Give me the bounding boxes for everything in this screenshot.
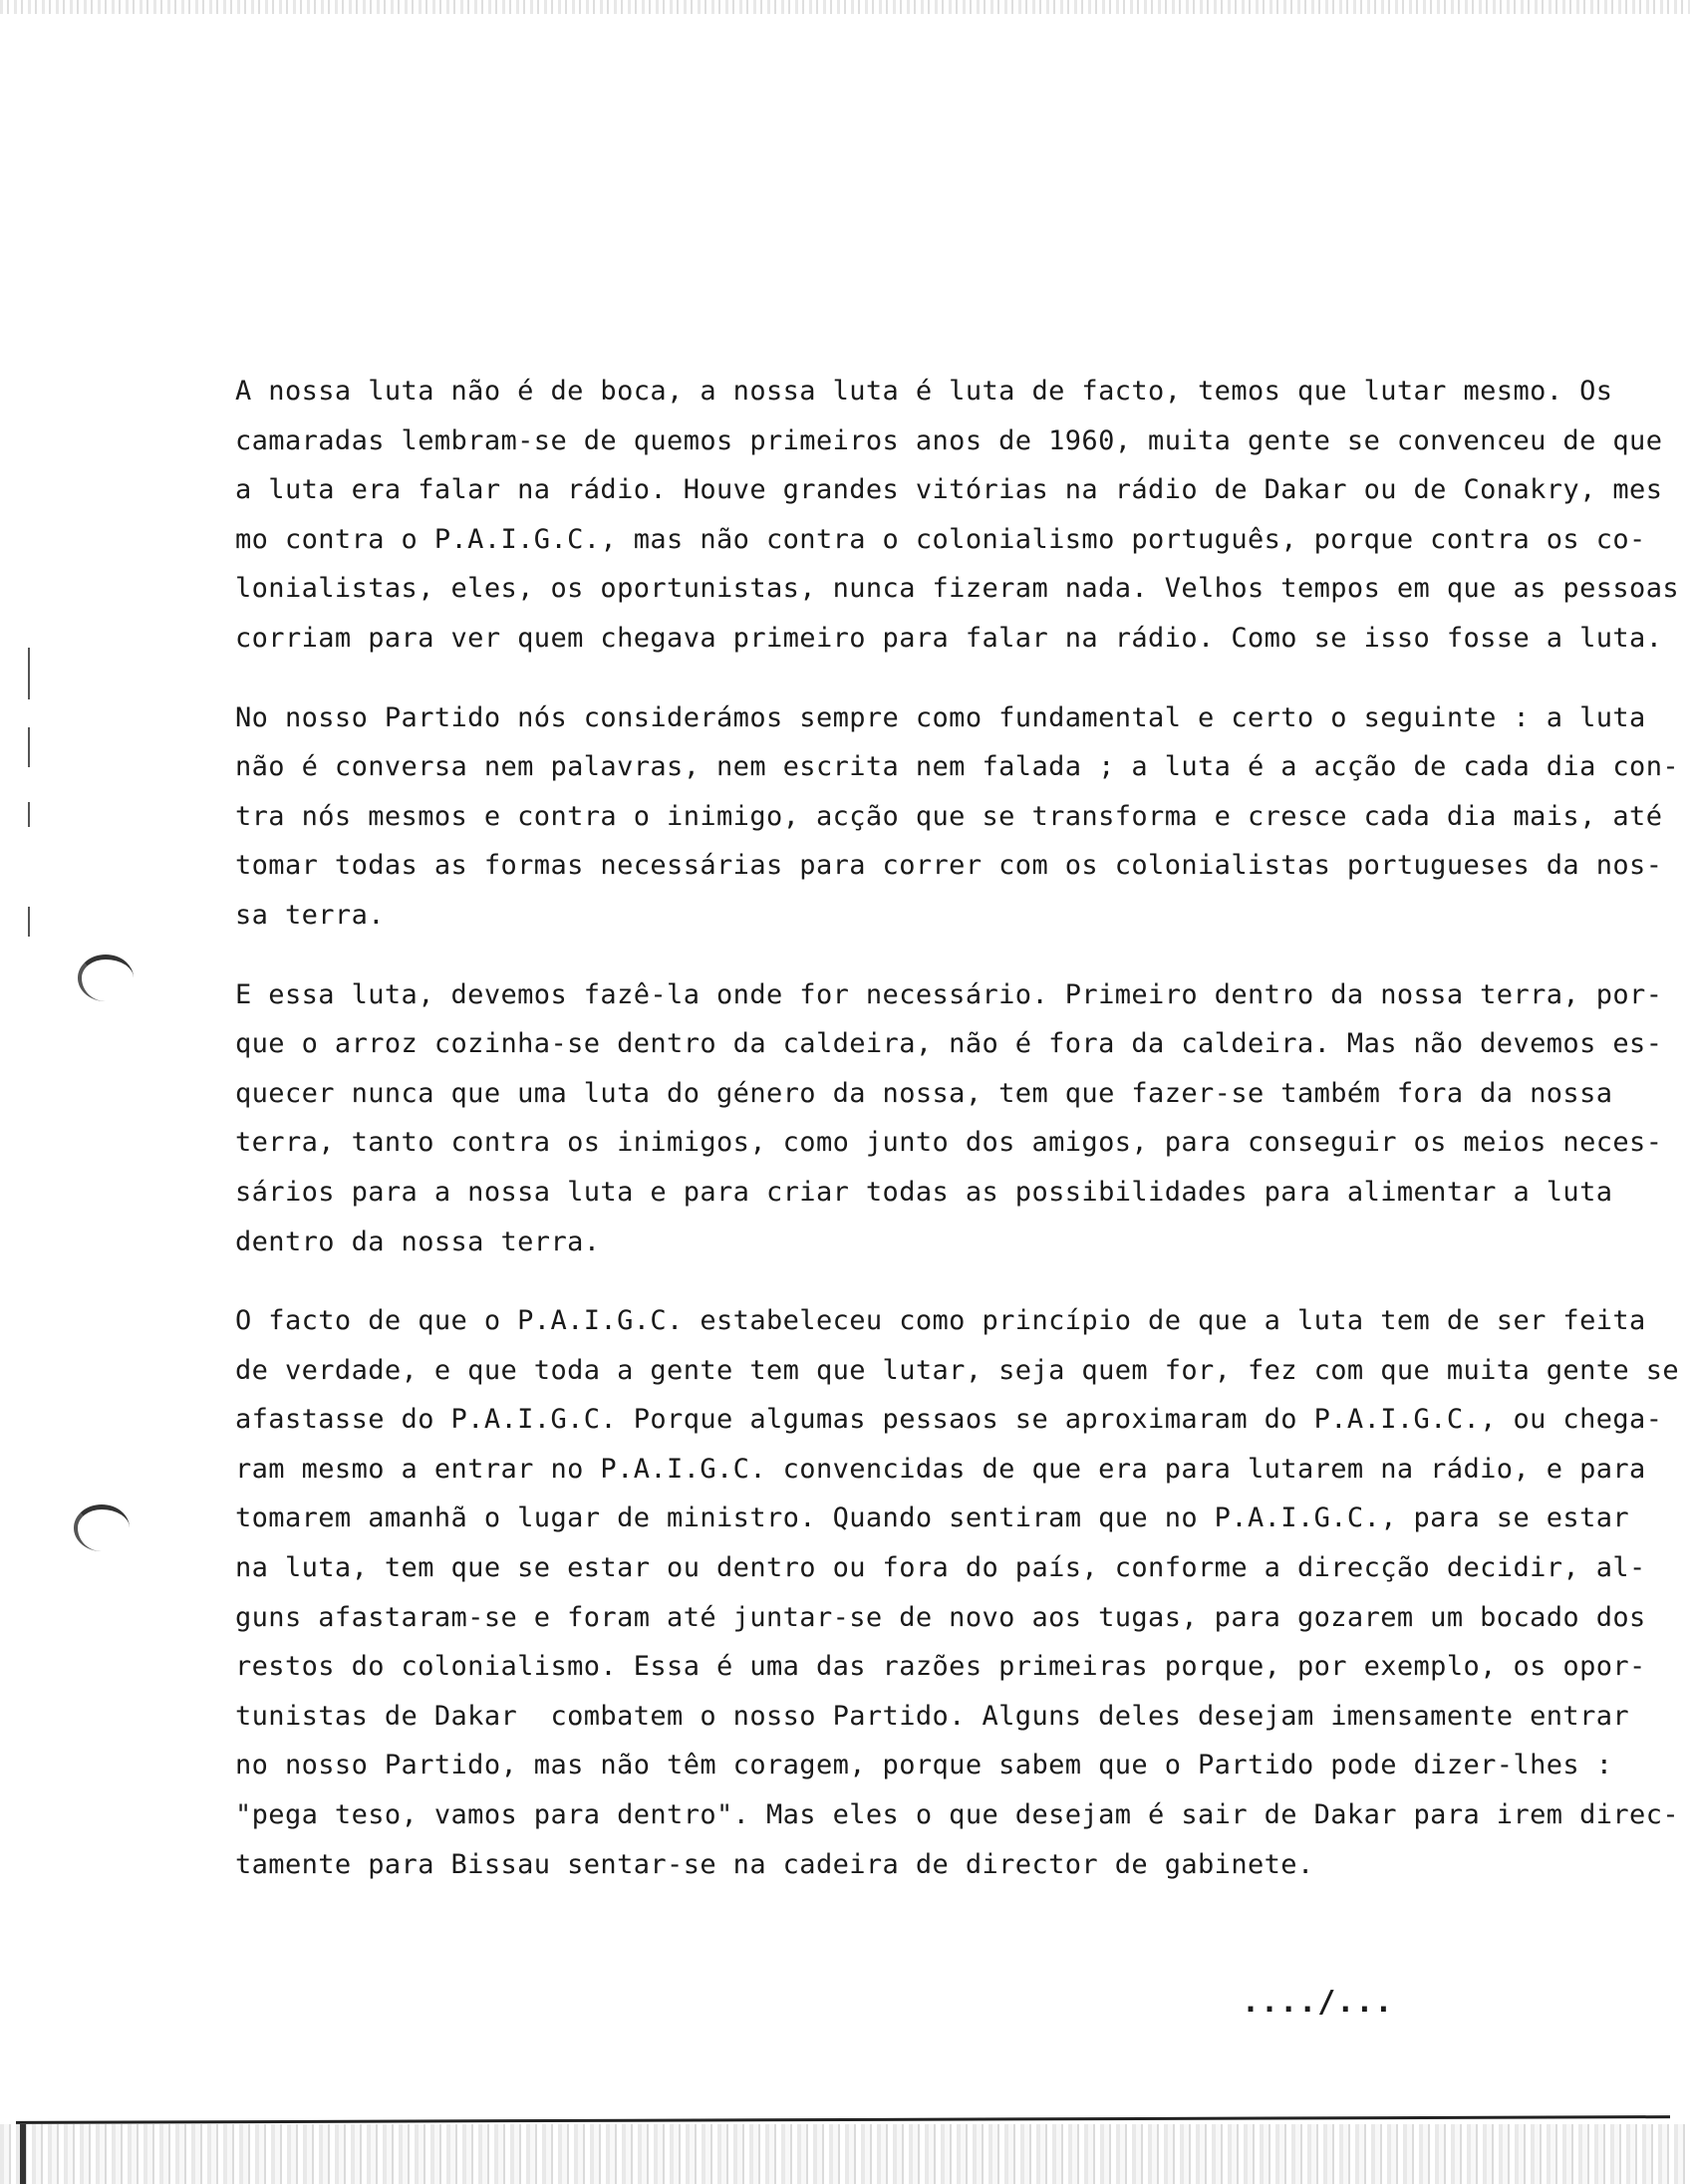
text-line: afastasse do P.A.I.G.C. Porque algumas pessaos se aproximaram do P.A.I.G.C., ou chega- (235, 1404, 1663, 1436)
scan-edge-bottom (0, 2124, 1690, 2184)
text-line: terra, tanto contra os inimigos, como junto dos amigos, para conseguir os meios neces- (235, 1127, 1663, 1159)
text-line: na luta, tem que se estar ou dentro ou fora do país, conforme a direcção decidir, al- (235, 1552, 1646, 1584)
text-line: tomarem amanhã o lugar de ministro. Quando sentiram que no P.A.I.G.C., para se estar (235, 1502, 1630, 1534)
paragraph (235, 970, 1663, 1267)
text-line: tra nós mesmos e contra o inimigo, acção que se transforma e cresce cada dia mais, até (235, 800, 1663, 832)
text-line: quecer nunca que uma luta do género da nossa, tem que fazer-se também fora da nossa (235, 1077, 1613, 1109)
paragraph (235, 367, 1680, 664)
text-line: No nosso Partido nós considerámos sempre como fundamental e certo o seguinte : a luta (235, 701, 1646, 733)
scan-edge-top (0, 0, 1690, 14)
text-line: de verdade, e que toda a gente tem que lutar, seja quem for, fez com que muita gente se (235, 1354, 1680, 1386)
text-line: lonialistas, eles, os oportunistas, nunca fizeram nada. Velhos tempos em que as pessoas (235, 573, 1680, 605)
punch-hole (74, 1504, 130, 1551)
paragraph (235, 1296, 1680, 1889)
paragraph (235, 693, 1680, 941)
text-line: corriam para ver quem chegava primeiro para falar na rádio. Como se isso fosse a luta. (235, 622, 1663, 654)
bottom-rule (16, 2115, 1670, 2124)
margin-mark (28, 802, 30, 827)
text-line: camaradas lembram-se de quemos primeiros anos de 1960, muita gente se convenceu de que (235, 424, 1663, 456)
text-line: guns afastaram-se e foram até juntar-se de novo aos tugas, para gozarem um bocado dos (235, 1601, 1646, 1633)
text-line: no nosso Partido, mas não têm coragem, porque sabem que o Partido pode dizer-lhes : (235, 1750, 1613, 1781)
text-line: não é conversa nem palavras, nem escrita nem falada ; a luta é a acção de cada dia con- (235, 751, 1680, 783)
text-line: sa terra. (235, 899, 385, 931)
document-body (235, 367, 1680, 1919)
text-line: tunistas de Dakar combatem o nosso Partido. Alguns deles desejam imensamente entrar (235, 1700, 1630, 1732)
punch-hole (78, 955, 134, 1001)
text-line: a luta era falar na rádio. Houve grandes vitórias na rádio de Dakar ou de Conakry, mes (235, 474, 1663, 506)
page-continuation-mark: ..../... (1242, 1985, 1394, 2020)
text-line: E essa luta, devemos fazê-la onde for necessário. Primeiro dentro da nossa terra, por- (235, 978, 1663, 1010)
text-line: tamente para Bissau sentar-se na cadeira de director de gabinete. (235, 1848, 1314, 1880)
text-line: ram mesmo a entrar no P.A.I.G.C. convencidas de que era para lutarem na rádio, e para (235, 1453, 1646, 1485)
margin-mark (28, 727, 30, 767)
text-line: sários para a nossa luta e para criar todas as possibilidades para alimentar a luta (235, 1176, 1613, 1208)
margin-mark (28, 648, 30, 699)
text-line: "pega teso, vamos para dentro". Mas eles o que desejam é sair de Dakar para irem direc- (235, 1799, 1680, 1831)
text-line: que o arroz cozinha-se dentro da caldeira, não é fora da caldeira. Mas não devemos es- (235, 1028, 1663, 1060)
text-line: A nossa luta não é de boca, a nossa luta é luta de facto, temos que lutar mesmo. Os (235, 376, 1613, 407)
scan-edge-bar (20, 2124, 26, 2184)
text-line: O facto de que o P.A.I.G.C. estabeleceu como princípio de que a luta tem de ser feita (235, 1305, 1646, 1337)
text-line: mo contra o P.A.I.G.C., mas não contra o colonialismo português, porque contra os co- (235, 523, 1646, 555)
margin-mark (28, 907, 30, 937)
text-line: tomar todas as formas necessárias para correr com os colonialistas portugueses da nos- (235, 850, 1663, 882)
text-line: dentro da nossa terra. (235, 1226, 601, 1257)
text-line: restos do colonialismo. Essa é uma das razões primeiras porque, por exemplo, os opor- (235, 1651, 1646, 1683)
